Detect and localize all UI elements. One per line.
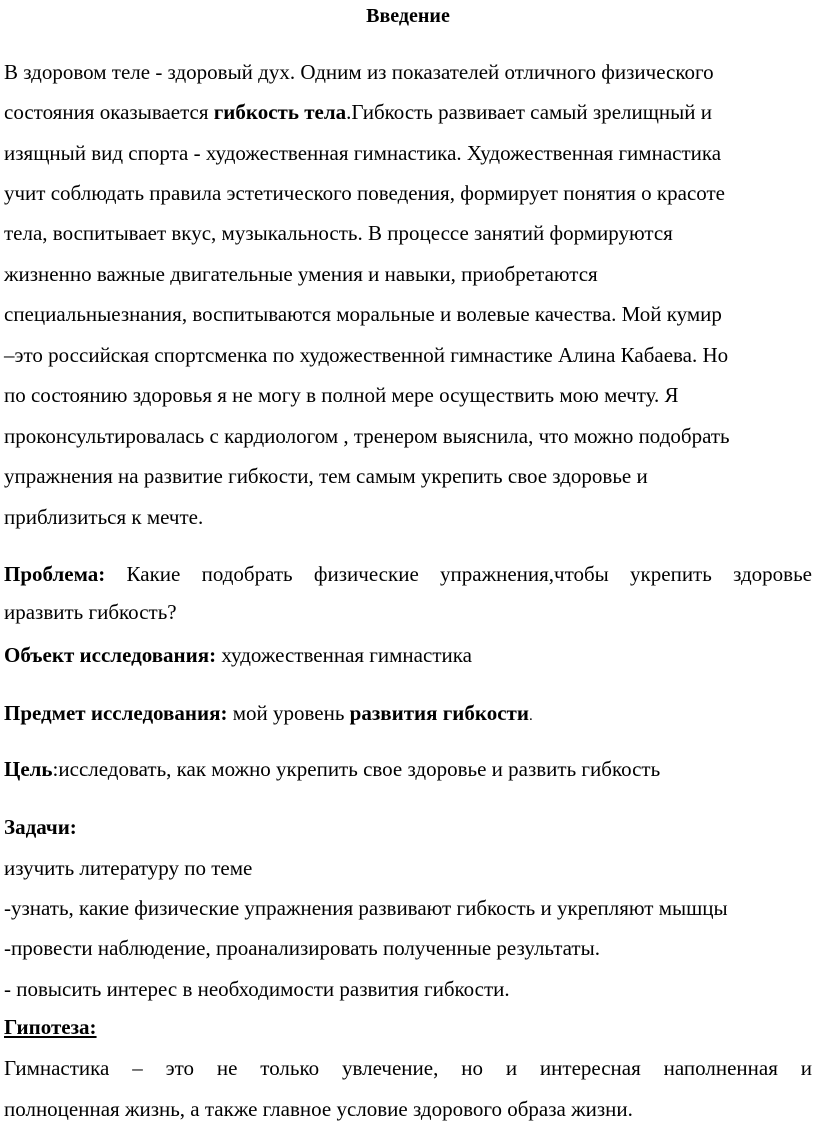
goal-line [4, 756, 660, 782]
intro-line-5: тела, воспитывает вкус, музыкальность. В процессе занятий формируются [4, 221, 673, 245]
problem-line-1 [4, 561, 812, 587]
intro-line-1: В здоровом теле - здоровый дух. Одним из показателей отличного физического [4, 60, 714, 84]
task-item-2: -узнать, какие физические упражнения развивают гибкость и укрепляют мышцы [4, 896, 728, 920]
intro-bold-phrase: гибкость тела [213, 100, 347, 124]
hypothesis-line-1: Гимнастика – это не только увлечение, но и интересная наполненная и [4, 1056, 812, 1080]
task-item-3: -провести наблюдение, проанализировать полученные результаты. [4, 936, 600, 960]
intro-line-2-pre: состояния оказывается [4, 100, 214, 124]
intro-line-2 [4, 99, 712, 125]
subject-bold: развития гибкости [349, 701, 529, 725]
intro-line-7: специальныезнания, воспитываются моральные и волевые качества. Мой кумир [4, 302, 722, 326]
problem-label: Проблема: [4, 562, 106, 586]
page-title: Введение [366, 5, 450, 27]
subject-text: мой уровень [227, 701, 350, 725]
tasks-label: Задачи: [4, 815, 77, 839]
hypothesis-label: Гипотеза: [4, 1015, 97, 1039]
intro-line-10: проконсультировалась с кардиологом , тренером выяснила, что можно подобрать [4, 424, 730, 448]
problem-text-1: Какие подобрать физические упражнения,чтобы укрепить здоровье [105, 562, 812, 586]
hypothesis-line-2: полноценная жизнь, а также главное условие здорового образа жизни. [4, 1097, 633, 1121]
intro-line-2-post: .Гибкость развивает самый зрелищный и [346, 100, 712, 124]
intro-line-12: приблизиться к мечте. [4, 505, 204, 529]
intro-line-9: по состоянию здоровья я не могу в полной мере осуществить мою мечту. Я [4, 383, 679, 407]
object-label: Объект исследования: [4, 643, 217, 667]
subject-line [4, 700, 533, 729]
object-line [4, 642, 472, 668]
intro-line-6: жизненно важные двигательные умения и навыки, приобретаются [4, 262, 598, 286]
intro-line-3: изящный вид спорта - художественная гимнастика. Художественная гимнастика [4, 141, 722, 165]
object-text: художественная гимнастика [216, 643, 472, 667]
subject-label: Предмет исследования: [4, 701, 228, 725]
intro-line-8: –это российская спортсменка по художественной гимнастике Алина Кабаева. Но [4, 343, 729, 367]
intro-line-11: упражнения на развитие гибкости, тем самым укрепить свое здоровье и [4, 464, 648, 488]
subject-end: . [528, 708, 533, 724]
goal-label: Цель [4, 757, 53, 781]
task-item-4: - повысить интерес в необходимости развития гибкости. [4, 977, 510, 1001]
goal-text: :исследовать, как можно укрепить свое здоровье и развить гибкость [52, 757, 661, 781]
task-item-1: изучить литературу по теме [4, 856, 253, 880]
intro-line-4: учит соблюдать правила эстетического поведения, формирует понятия о красоте [4, 181, 725, 205]
problem-line-2: иразвить гибкость? [4, 600, 177, 624]
